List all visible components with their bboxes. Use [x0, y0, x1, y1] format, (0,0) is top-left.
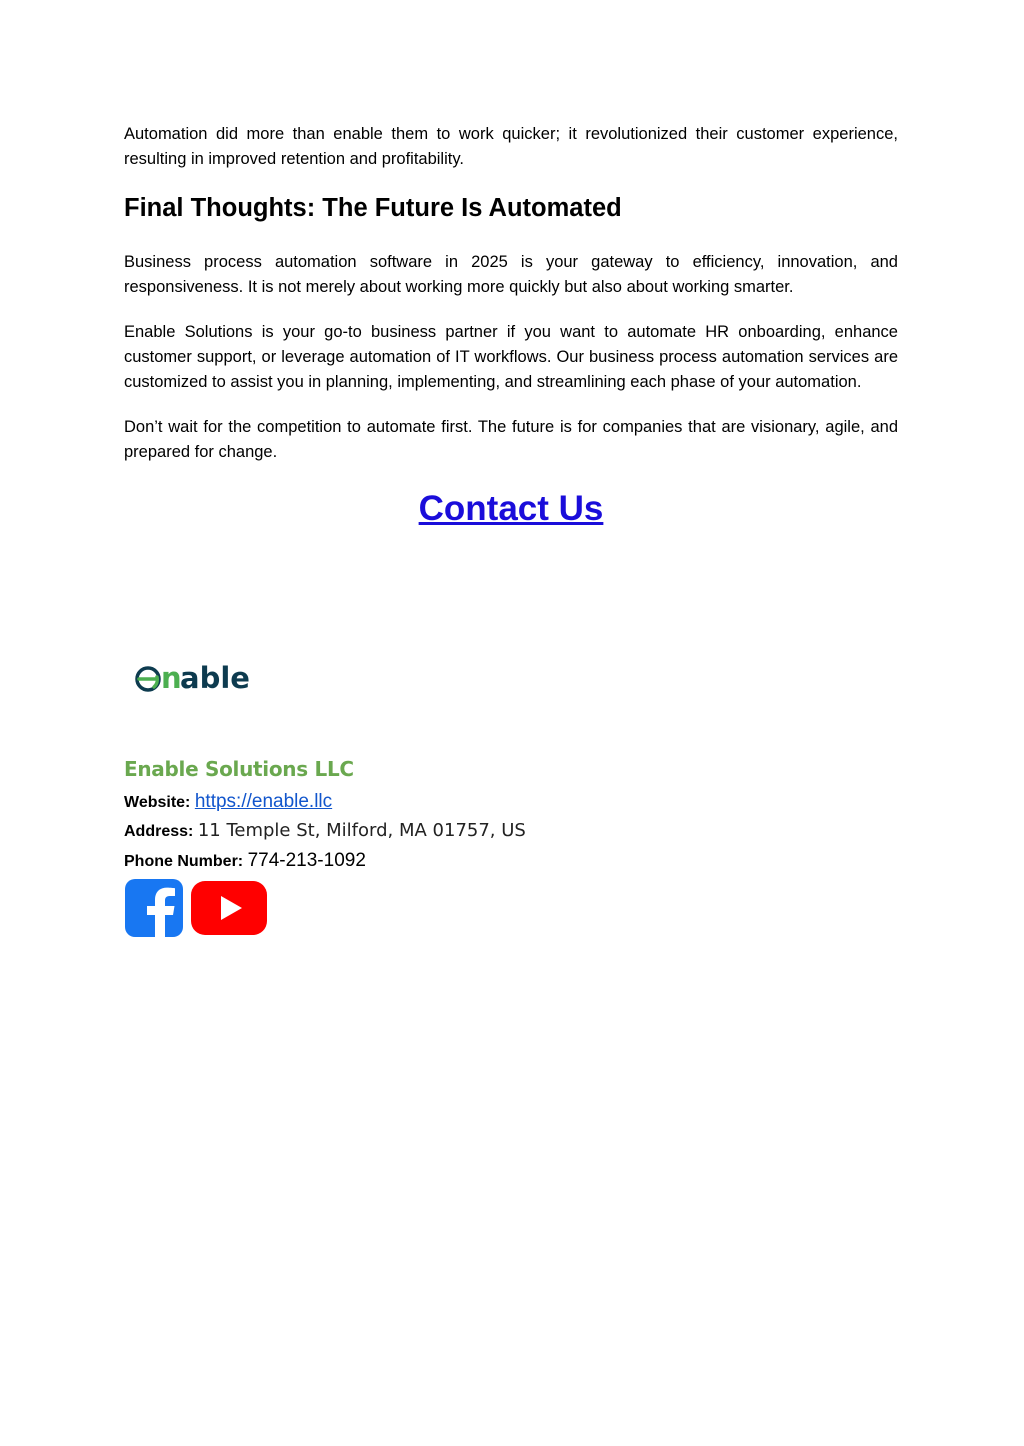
facebook-icon — [124, 878, 184, 938]
document-body — [124, 122, 898, 529]
enable-logo-icon — [134, 655, 264, 699]
address-label: Address: — [124, 823, 194, 840]
intro-paragraph: Automation did more than enable them to work quicker; it revolutionized their customer experience, resulting in improved retention and profitability. — [124, 125, 898, 168]
website-label: Website: — [124, 794, 191, 811]
company-name: Enable Solutions LLC — [124, 757, 354, 781]
paragraph-dont-wait: Don’t wait for the competition to automate first. The future is for companies that are visionary, agile, and prepared for change. — [124, 418, 898, 461]
paragraph-enable-solutions: Enable Solutions is your go-to business partner if you want to automate HR onboarding, enhance customer support, or leverage automation of IT workflows. Our business process automation services are customized to assist you in planning, implementing, and streamlining each phase of your automation. — [124, 323, 898, 391]
youtube-icon — [190, 878, 268, 938]
website-row — [124, 791, 332, 813]
facebook-link[interactable] — [124, 878, 184, 938]
svg-text:n: n — [161, 661, 182, 695]
address-row — [124, 820, 526, 841]
section-heading: Final Thoughts: The Future Is Automated — [124, 194, 622, 222]
social-links — [124, 878, 268, 938]
phone-label: Phone Number: — [124, 853, 244, 870]
address-value: 11 Temple St, Milford, MA 01757, US — [197, 820, 526, 841]
phone-row — [124, 850, 366, 872]
phone-value: 774-213-1092 — [247, 850, 366, 871]
svg-text:able: able — [180, 661, 250, 695]
paragraph-bpa-2025: Business process automation software in 2025 is your gateway to efficiency, innovation, and responsiveness. It is not merely about working more quickly but also about working smarter. — [124, 253, 898, 296]
contact-us-link[interactable]: Contact Us — [418, 489, 604, 528]
youtube-link[interactable] — [190, 878, 268, 938]
enable-logo — [134, 655, 264, 699]
website-link[interactable]: https://enable.llc — [194, 791, 333, 812]
contact-link-wrapper — [124, 489, 898, 529]
